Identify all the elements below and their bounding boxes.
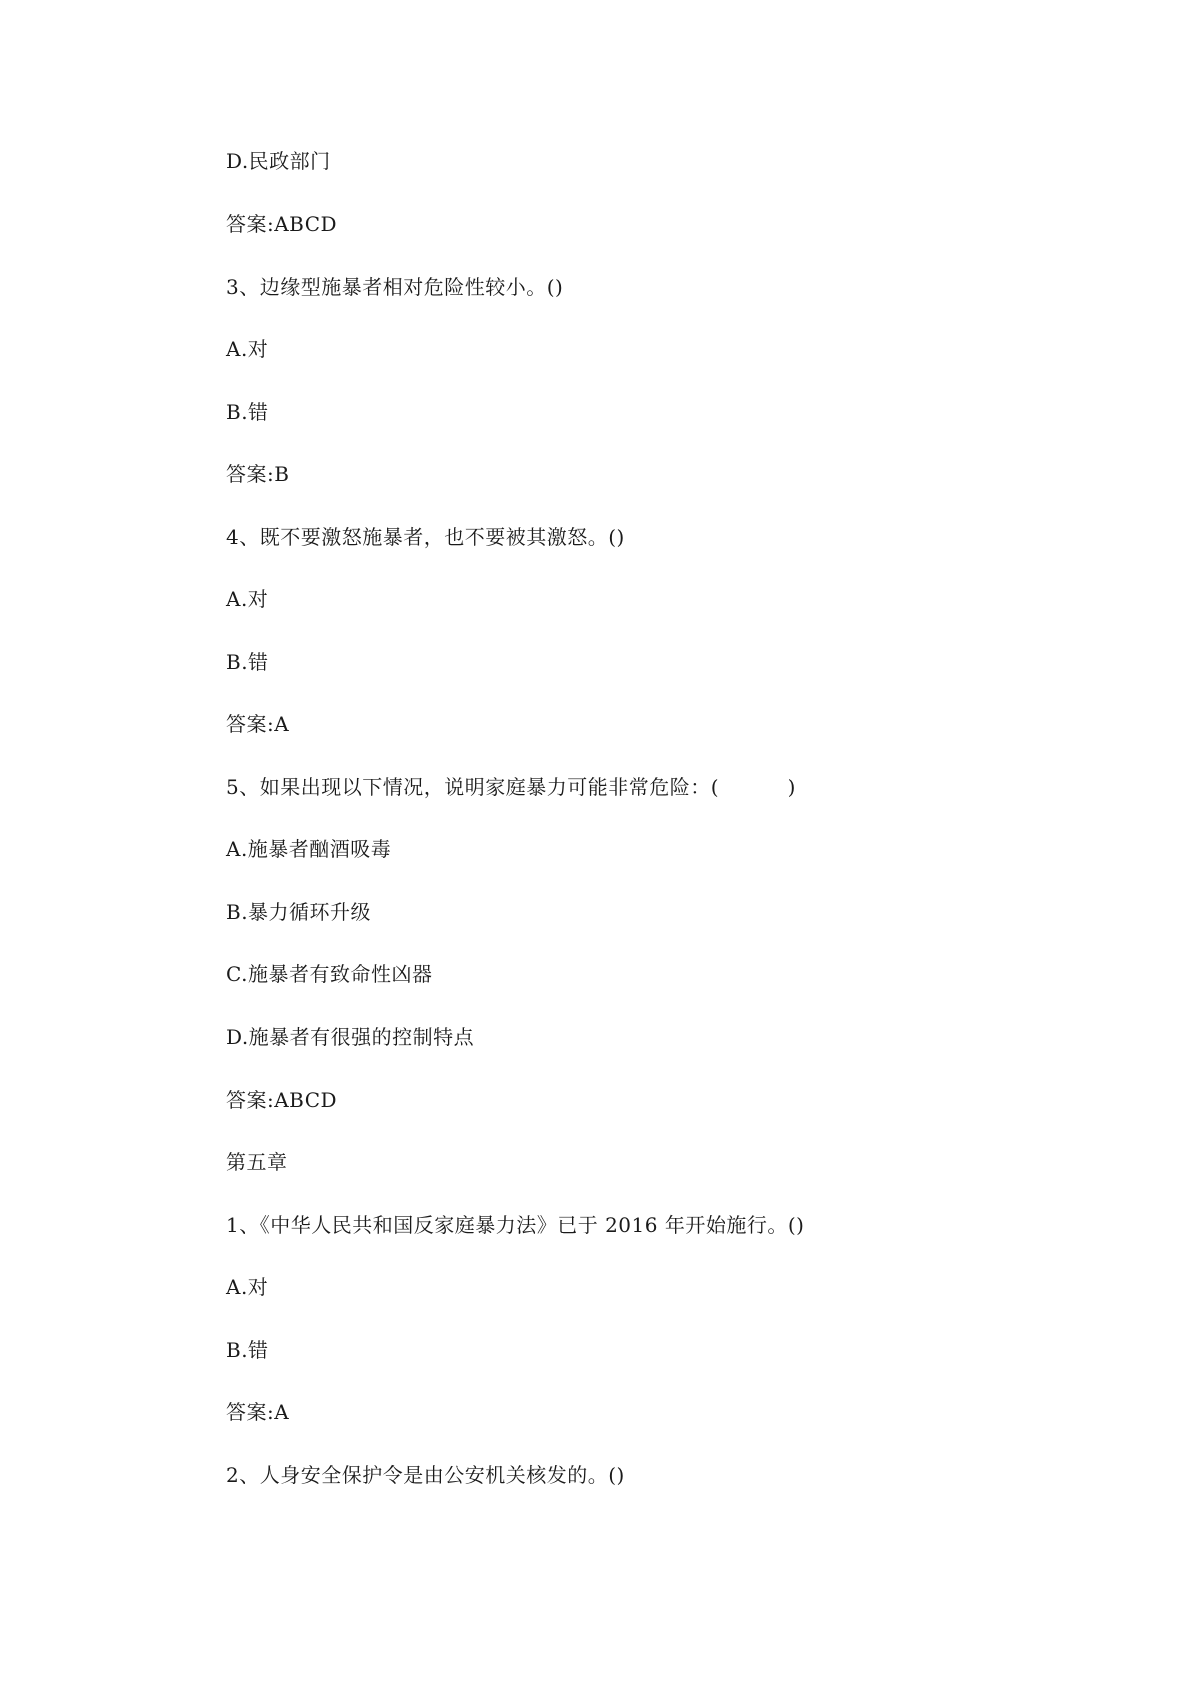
option-b: B.错 [226,1338,269,1362]
option-a: A.对 [226,337,269,361]
option-b: B.暴力循环升级 [226,900,372,924]
option-a: A.对 [226,587,269,611]
question-4: 4、既不要激怒施暴者，也不要被其激怒。() [226,525,625,549]
answer-line: 答案:ABCD [226,1088,338,1112]
option-d: D.施暴者有很强的控制特点 [226,1025,475,1049]
question-3: 3、边缘型施暴者相对危险性较小。() [226,275,564,299]
question-5: 5、如果出现以下情况，说明家庭暴力可能非常危险：( ) [226,775,796,799]
option-a: A.施暴者酗酒吸毒 [226,837,392,861]
question-2: 2、人身安全保护令是由公安机关核发的。() [226,1463,625,1487]
answer-line: 答案:B [226,462,290,486]
option-a: A.对 [226,1275,269,1299]
answer-line: 答案:A [226,712,290,736]
option-c: C.施暴者有致命性凶器 [226,962,433,986]
chapter-heading: 第五章 [226,1150,288,1174]
answer-line: 答案:A [226,1400,290,1424]
option-b: B.错 [226,650,269,674]
question-1: 1、《中华人民共和国反家庭暴力法》已于 2016 年开始施行。() [226,1213,805,1237]
answer-line: 答案:ABCD [226,212,338,236]
option-b: B.错 [226,400,269,424]
option-d-civil-affairs: D.民政部门 [226,149,331,173]
